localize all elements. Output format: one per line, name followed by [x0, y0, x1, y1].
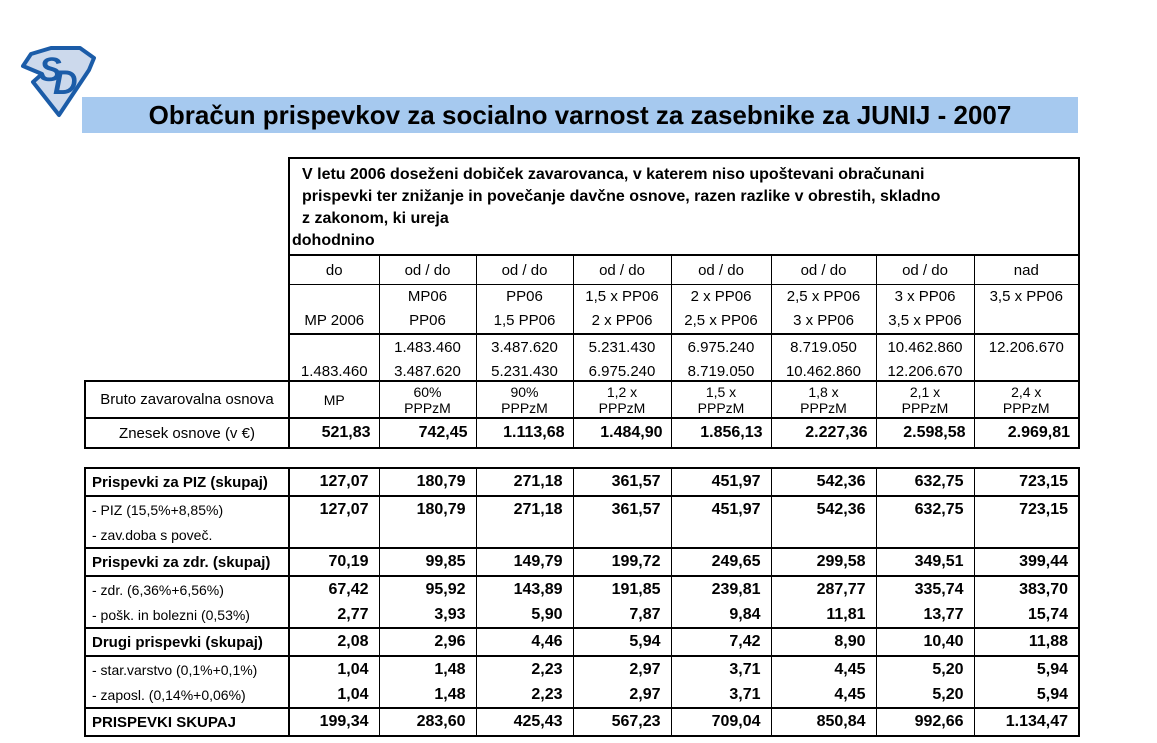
value-cell: 361,57	[573, 496, 671, 522]
value-cell: 67,42	[289, 576, 379, 602]
table-row	[85, 548, 1079, 576]
bruto-cell: 1,5 x PPPzM	[671, 381, 771, 418]
row-label: Prispevki za zdr. (skupaj)	[85, 548, 289, 576]
value-cell: 399,44	[974, 548, 1079, 576]
table-row	[85, 628, 1079, 656]
intro-line: dohodnino	[292, 232, 375, 249]
value-cell: 70,19	[289, 548, 379, 576]
row-label: - star.varstvo (0,1%+0,1%)	[85, 656, 289, 682]
value-cell: 127,07	[289, 496, 379, 522]
value-cell: 95,92	[379, 576, 476, 602]
amount-cell: 1.483.460 3.487.620	[379, 334, 476, 385]
value-cell: 742,45	[379, 418, 476, 448]
row-label: - zdr. (6,36%+6,56%)	[85, 576, 289, 602]
value-cell	[573, 522, 671, 548]
row-label: Prispevki za PIZ (skupaj)	[85, 468, 289, 496]
bruto-cell: 1,2 x PPPzM	[573, 381, 671, 418]
value-cell: 1.856,13	[671, 418, 771, 448]
value-cell: 249,65	[671, 548, 771, 576]
value-cell: 1.134,47	[974, 708, 1079, 736]
value-cell: 542,36	[771, 496, 876, 522]
row-label: - zav.doba s poveč.	[85, 522, 289, 548]
value-cell: 4,46	[476, 628, 573, 656]
value-cell	[476, 522, 573, 548]
amount-cell: 1.483.460	[289, 334, 379, 385]
value-cell: 7,42	[671, 628, 771, 656]
bruto-osnova-row	[85, 381, 1079, 418]
range-cell: od / do	[671, 255, 771, 285]
value-cell: 5,20	[876, 656, 974, 682]
row-label: Drugi prispevki (skupaj)	[85, 628, 289, 656]
amount-cell: 5.231.430 6.975.240	[573, 334, 671, 385]
bruto-cell: 1,8 x PPPzM	[771, 381, 876, 418]
range-cell: od / do	[876, 255, 974, 285]
multiple-cell: 1,5 x PP06 2 x PP06	[573, 285, 671, 335]
intro-row	[289, 158, 1079, 255]
value-cell: 271,18	[476, 468, 573, 496]
value-cell: 8,90	[771, 628, 876, 656]
table-row	[85, 496, 1079, 522]
value-cell: 2,96	[379, 628, 476, 656]
logo-letter-d: D	[53, 64, 78, 102]
value-cell: 199,72	[573, 548, 671, 576]
bruto-cell: 2,4 x PPPzM	[974, 381, 1079, 418]
value-cell: 723,15	[974, 496, 1079, 522]
value-cell: 271,18	[476, 496, 573, 522]
amount-cell: 8.719.050 10.462.860	[771, 334, 876, 385]
table-row	[85, 468, 1079, 496]
value-cell: 3,93	[379, 602, 476, 628]
value-cell: 143,89	[476, 576, 573, 602]
value-cell: 2,77	[289, 602, 379, 628]
multiple-cell: 3,5 x PP06	[974, 285, 1079, 335]
value-cell: 632,75	[876, 468, 974, 496]
multiple-cell: PP06 1,5 PP06	[476, 285, 573, 335]
bruto-cell: MP	[289, 381, 379, 418]
value-cell: 1,04	[289, 682, 379, 708]
range-cell: nad	[974, 255, 1079, 285]
value-cell: 383,70	[974, 576, 1079, 602]
value-cell: 2,23	[476, 682, 573, 708]
intro-line: z zakonom, ki ureja	[302, 210, 449, 227]
value-cell: 287,77	[771, 576, 876, 602]
value-cell: 2,97	[573, 656, 671, 682]
value-cell: 850,84	[771, 708, 876, 736]
value-cell: 1.484,90	[573, 418, 671, 448]
table-row	[85, 576, 1079, 602]
value-cell: 4,45	[771, 682, 876, 708]
value-cell: 3,71	[671, 656, 771, 682]
table-row	[85, 708, 1079, 736]
amount-row	[289, 334, 1079, 385]
amount-cell: 10.462.860 12.206.670	[876, 334, 974, 385]
value-cell: 567,23	[573, 708, 671, 736]
value-cell	[289, 522, 379, 548]
contributions-table	[84, 467, 1080, 737]
value-cell: 521,83	[289, 418, 379, 448]
range-cell: od / do	[573, 255, 671, 285]
value-cell: 1,48	[379, 682, 476, 708]
value-cell: 11,88	[974, 628, 1079, 656]
value-cell: 10,40	[876, 628, 974, 656]
value-cell: 5,94	[974, 682, 1079, 708]
value-cell: 1.113,68	[476, 418, 573, 448]
value-cell: 992,66	[876, 708, 974, 736]
intro-line: prispevki ter znižanje in povečanje davčne osnove, razen razlike v obrestih, skladno	[302, 188, 941, 205]
table-row	[85, 656, 1079, 682]
value-cell: 5,94	[573, 628, 671, 656]
row-label: - PIZ (15,5%+8,85%)	[85, 496, 289, 522]
row-label-bruto: Bruto zavarovalna osnova	[85, 381, 289, 418]
row-label: - zaposl. (0,14%+0,06%)	[85, 682, 289, 708]
value-cell: 5,90	[476, 602, 573, 628]
row-label-znesek: Znesek osnove (v €)	[85, 418, 289, 448]
value-cell: 723,15	[974, 468, 1079, 496]
value-cell: 349,51	[876, 548, 974, 576]
value-cell: 1,48	[379, 656, 476, 682]
table-row	[85, 602, 1079, 628]
multiple-cell: MP06 PP06	[379, 285, 476, 335]
value-cell: 5,20	[876, 682, 974, 708]
znesek-osnove-row	[85, 418, 1079, 448]
value-cell: 2,97	[573, 682, 671, 708]
value-cell: 199,34	[289, 708, 379, 736]
range-header-row	[289, 255, 1079, 285]
row-label: - pošk. in bolezni (0,53%)	[85, 602, 289, 628]
value-cell: 127,07	[289, 468, 379, 496]
value-cell	[876, 522, 974, 548]
value-cell	[379, 522, 476, 548]
bruto-cell: 90% PPPzM	[476, 381, 573, 418]
value-cell: 2,23	[476, 656, 573, 682]
value-cell: 239,81	[671, 576, 771, 602]
value-cell: 9,84	[671, 602, 771, 628]
value-cell	[771, 522, 876, 548]
value-cell: 1,04	[289, 656, 379, 682]
value-cell: 361,57	[573, 468, 671, 496]
table-row	[85, 522, 1079, 548]
value-cell: 180,79	[379, 496, 476, 522]
value-cell: 283,60	[379, 708, 476, 736]
value-cell: 299,58	[771, 548, 876, 576]
range-cell: od / do	[379, 255, 476, 285]
value-cell: 709,04	[671, 708, 771, 736]
value-cell: 2,08	[289, 628, 379, 656]
logo-letter-s: S	[39, 51, 62, 89]
value-cell	[671, 522, 771, 548]
value-cell: 13,77	[876, 602, 974, 628]
multiple-cell: MP 2006	[289, 285, 379, 335]
intro-line: V letu 2006 doseženi dobiček zavarovanca, v katerem niso upoštevani obračunani	[302, 166, 925, 183]
value-cell: 451,97	[671, 496, 771, 522]
value-cell: 2.227,36	[771, 418, 876, 448]
value-cell: 4,45	[771, 656, 876, 682]
value-cell: 2.598,58	[876, 418, 974, 448]
multiple-row	[289, 285, 1079, 335]
value-cell: 542,36	[771, 468, 876, 496]
value-cell: 451,97	[671, 468, 771, 496]
value-cell: 2.969,81	[974, 418, 1079, 448]
page-title: Obračun prispevkov za socialno varnost za zasebnike za JUNIJ - 2007	[82, 97, 1078, 133]
value-cell: 5,94	[974, 656, 1079, 682]
value-cell: 180,79	[379, 468, 476, 496]
value-cell: 191,85	[573, 576, 671, 602]
value-cell: 7,87	[573, 602, 671, 628]
base-amount-table	[84, 380, 1080, 449]
amount-cell: 3.487.620 5.231.430	[476, 334, 573, 385]
multiple-cell: 3 x PP06 3,5 x PP06	[876, 285, 974, 335]
value-cell: 335,74	[876, 576, 974, 602]
value-cell: 99,85	[379, 548, 476, 576]
range-cell: od / do	[476, 255, 573, 285]
amount-cell: 12.206.670	[974, 334, 1079, 385]
row-label: PRISPEVKI SKUPAJ	[85, 708, 289, 736]
range-cell: od / do	[771, 255, 876, 285]
intro-text-block	[289, 158, 1079, 255]
multiple-cell: 2 x PP06 2,5 x PP06	[671, 285, 771, 335]
range-cell: do	[289, 255, 379, 285]
bruto-cell: 2,1 x PPPzM	[876, 381, 974, 418]
bruto-cell: 60% PPPzM	[379, 381, 476, 418]
value-cell: 425,43	[476, 708, 573, 736]
multiple-cell: 2,5 x PP06 3 x PP06	[771, 285, 876, 335]
base-ranges-table	[288, 157, 1080, 386]
table-row	[85, 682, 1079, 708]
value-cell: 632,75	[876, 496, 974, 522]
value-cell: 149,79	[476, 548, 573, 576]
amount-cell: 6.975.240 8.719.050	[671, 334, 771, 385]
value-cell: 3,71	[671, 682, 771, 708]
value-cell: 15,74	[974, 602, 1079, 628]
value-cell	[974, 522, 1079, 548]
value-cell: 11,81	[771, 602, 876, 628]
